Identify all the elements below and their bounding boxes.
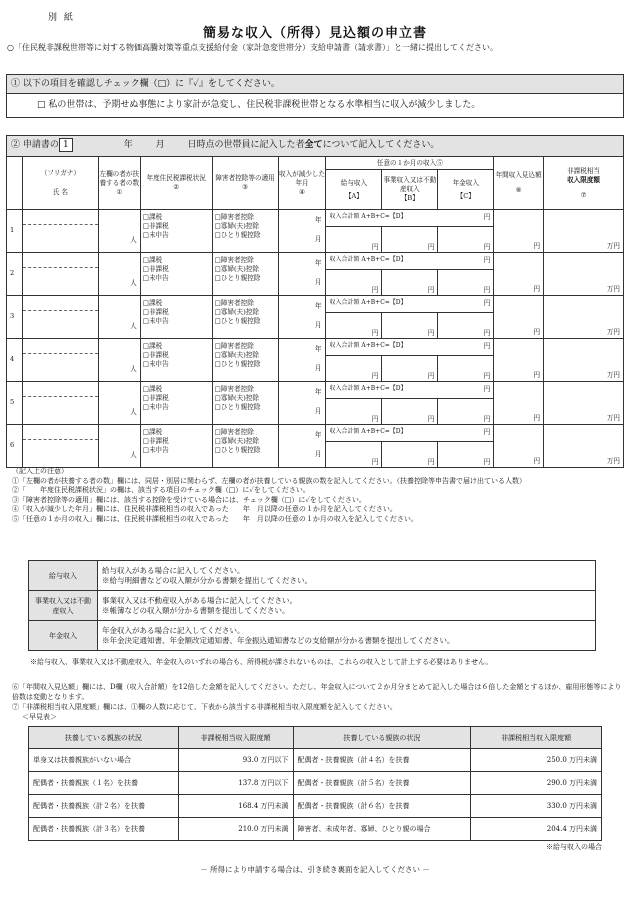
income-types-table <box>28 560 596 651</box>
header-dependents: 左欄の者が扶養する者の数 ① <box>98 157 140 210</box>
income-cell[interactable]: 収入合計額 A+B+C=【D】 円 円 円 円 <box>326 425 494 468</box>
income-type-label: 事業収入又は不動産収入 <box>29 591 98 621</box>
notes-title: （記入上の注意） <box>12 467 68 475</box>
row-number: 6 <box>7 425 23 468</box>
quick-status-cell: 配偶者・扶養親族（１名）を扶養 <box>29 772 179 795</box>
section1-checkbox[interactable]: □ 私の世帯は、予期せぬ事態により家計が急変し、住民税非課税世帯となる水準相当に収入が減少しました。 <box>6 93 624 118</box>
limit-cell[interactable]: 万円 <box>544 253 624 296</box>
quick-limit-cell: 168.4 万円未満 <box>178 795 293 818</box>
header-reduced: 収入が減少した年月 ④ <box>278 157 326 210</box>
tax-status-cell[interactable]: □課税 □非課税 □未申告 <box>140 382 212 425</box>
income-cell[interactable]: 収入合計額 A+B+C=【D】 円 円 円 円 <box>326 296 494 339</box>
reduced-date-cell[interactable]: 年 月 <box>278 425 326 468</box>
note-item: ②「 年度住民税課税状況」の欄は、該当する項目のチェック欄（□）に✓をしてください。 <box>12 486 310 495</box>
deduction-cell[interactable]: □障害者控除 □寡婦(夫)控除 □ひとり親控除 <box>212 425 278 468</box>
table-row <box>7 296 624 339</box>
quick-status-cell: 配偶者・扶養親族（計６名）を扶養 <box>293 795 471 818</box>
quick-table-row <box>29 749 602 772</box>
tax-status-cell[interactable]: □課税 □非課税 □未申告 <box>140 296 212 339</box>
dependents-cell[interactable]: 人 <box>98 296 140 339</box>
limit-cell[interactable]: 万円 <box>544 210 624 253</box>
deduction-cell[interactable]: □障害者控除 □寡婦(夫)控除 □ひとり親控除 <box>212 296 278 339</box>
annual-income-cell[interactable]: 円 <box>494 253 544 296</box>
dependents-cell[interactable]: 人 <box>98 210 140 253</box>
row-number: 3 <box>7 296 23 339</box>
deduction-cell[interactable]: □障害者控除 □寡婦(夫)控除 □ひとり親控除 <box>212 382 278 425</box>
tax-status-cell[interactable]: □課税 □非課税 □未申告 <box>140 253 212 296</box>
header-annual: 年間収入見込額 ⑥ <box>494 157 544 210</box>
after-note: ※給与収入、事業収入又は不動産収入、年金収入のいずれの場合も、所得税が課されないものは、これらの収入として計上する必要はありません。 <box>30 658 493 666</box>
income-type-label: 給与収入 <box>29 561 98 591</box>
quick-limit-cell: 290.0 万円未満 <box>471 772 602 795</box>
income-cell[interactable]: 収入合計額 A+B+C=【D】 円 円 円 円 <box>326 253 494 296</box>
table-row <box>7 339 624 382</box>
header-pension: 年金収入 【C】 <box>438 170 494 210</box>
quick-limit-cell: 204.4 万円未満 <box>471 818 602 841</box>
header-tax-status: 年度住民税課税状況 ② <box>140 157 212 210</box>
income-cell[interactable]: 収入合計額 A+B+C=【D】 円 円 円 円 <box>326 382 494 425</box>
income-type-desc: 給与収入がある場合に記入してください。 ※給与明細書などの収入額が分かる書類を提出してください。 <box>98 561 596 591</box>
quick-status-cell: 配偶者・扶養親族（計５名）を扶養 <box>293 772 471 795</box>
note-item: ⑥「年間収入見込額」欄には、D欄（収入合計額）を12倍した金額を記入してください。ただし、年金収入について２か月分まとめて記入した場合は６倍した金額とするほか、雇用形態等により倍数は変動となります。 <box>12 683 622 701</box>
quick-limit-cell: 330.0 万円未満 <box>471 795 602 818</box>
quick-header-status: 扶養している親族の状況 <box>293 727 471 749</box>
income-type-desc: 年金収入がある場合に記入してください。 ※年金決定通知書、年金額改定通知書、年金振込通知書などの支給額が分かる書類を提出してください。 <box>98 621 596 651</box>
section2-month: 月 <box>155 140 165 150</box>
section2-heading <box>6 135 624 157</box>
page-footer: － 所得により申請する場合は、引き続き裏面を記入してください － <box>200 865 430 874</box>
header-name: （フリガナ） 氏 名 <box>22 157 98 210</box>
section2-end: について記入してください。 <box>322 140 440 150</box>
row-number: 1 <box>7 210 23 253</box>
annual-income-cell[interactable]: 円 <box>494 296 544 339</box>
note-item: ⑦「非課税相当収入限度額」欄には、①欄の人数に応じて、下表から該当する非課税相当収入限度額を記入してください。 <box>12 703 397 711</box>
quick-limit-cell: 210.0 万円未満 <box>178 818 293 841</box>
name-cell[interactable] <box>22 210 98 253</box>
annex-label: 別 紙 <box>48 13 75 23</box>
page-title: 簡易な収入（所得）見込額の申立書 <box>202 26 427 41</box>
quick-table-row <box>29 772 602 795</box>
quick-status-cell: 配偶者・扶養親族（計３名）を扶養 <box>29 818 179 841</box>
note-item: ①「左欄の者が扶養する者の数」欄には、同居・別居に関わらず、左欄の者が扶養している親族の数を記入してください。（扶養控除等申告書で届け出ている人数） <box>12 476 526 485</box>
reduced-date-cell[interactable]: 年 月 <box>278 296 326 339</box>
note-item: ⑤「任意の１か月の収入」欄には、住民税非課税相当の収入であった 年 月以降の任意の１か月の収入を記入してください。 <box>12 514 418 523</box>
limit-cell[interactable]: 万円 <box>544 425 624 468</box>
row-number: 5 <box>7 382 23 425</box>
table-row <box>7 382 624 425</box>
annual-income-cell[interactable]: 円 <box>494 382 544 425</box>
quick-table-row <box>29 795 602 818</box>
note-item: ④「収入が減少した年月」欄には、住民税非課税相当の収入であった 年 月以降の任意の１か月を記入してください。 <box>12 505 397 514</box>
annual-income-cell[interactable]: 円 <box>494 425 544 468</box>
intro-text: ○「住民税非課税世帯等に対する物価高騰対策等重点支援給付金（家計急変世帯分）支給申請書（請求書）」と一緒に提出してください。 <box>7 43 498 52</box>
dependents-cell[interactable]: 人 <box>98 382 140 425</box>
dependents-cell[interactable]: 人 <box>98 253 140 296</box>
section2-number-box: 1 <box>59 138 73 152</box>
tax-status-cell[interactable]: □課税 □非課税 □未申告 <box>140 210 212 253</box>
tax-status-cell[interactable]: □課税 □非課税 □未申告 <box>140 425 212 468</box>
table-row <box>7 425 624 468</box>
name-cell[interactable] <box>22 382 98 425</box>
row-number: 2 <box>7 253 23 296</box>
reduced-date-cell[interactable]: 年 月 <box>278 210 326 253</box>
quick-status-cell: 配偶者・扶養親族（計４名）を扶養 <box>293 749 471 772</box>
quick-limit-cell: 137.8 万円以下 <box>178 772 293 795</box>
tax-status-cell[interactable]: □課税 □非課税 □未申告 <box>140 339 212 382</box>
header-business: 事業収入又は不動産収入 【B】 <box>382 170 438 210</box>
section2-year: 年 <box>123 140 133 150</box>
annual-income-cell[interactable]: 円 <box>494 339 544 382</box>
section2-prefix: ② 申請書の <box>11 140 59 150</box>
table-row <box>7 210 624 253</box>
deduction-cell[interactable]: □障害者控除 □寡婦(夫)控除 □ひとり親控除 <box>212 253 278 296</box>
limit-cell[interactable]: 万円 <box>544 296 624 339</box>
section2-bold: 全て <box>304 140 323 150</box>
quick-status-cell: 配偶者・扶養親族（計２名）を扶養 <box>29 795 179 818</box>
name-cell[interactable] <box>22 339 98 382</box>
quick-table-caption: ＜早見表＞ <box>22 713 57 721</box>
annual-income-cell[interactable]: 円 <box>494 210 544 253</box>
income-type-desc: 事業収入又は不動産収入がある場合に記入してください。 ※帳簿などの収入額が分かる書類を提出してください。 <box>98 591 596 621</box>
section2-suffix: 日時点の世帯員に記入した者 <box>187 140 305 150</box>
deduction-cell[interactable]: □障害者控除 □寡婦(夫)控除 □ひとり親控除 <box>212 339 278 382</box>
limit-cell[interactable]: 万円 <box>544 382 624 425</box>
quick-footnote: ※給与収入の場合 <box>546 843 602 851</box>
quick-table <box>28 726 602 841</box>
table-row <box>7 253 624 296</box>
note-item: ③「障害者控除等の適用」欄には、該当する控除を受けている場合には、チェック欄（□）に✓をしてください。 <box>12 495 366 504</box>
quick-header-status: 扶養している親族の状況 <box>29 727 179 749</box>
row-number: 4 <box>7 339 23 382</box>
notes-section <box>12 467 622 525</box>
name-cell[interactable] <box>22 296 98 339</box>
dependents-cell[interactable]: 人 <box>98 425 140 468</box>
dependents-cell[interactable]: 人 <box>98 339 140 382</box>
income-type-label: 年金収入 <box>29 621 98 651</box>
deduction-cell[interactable]: □障害者控除 □寡婦(夫)控除 □ひとり親控除 <box>212 210 278 253</box>
header-deduction: 障害者控除等の適用 ③ <box>212 157 278 210</box>
reduced-date-cell[interactable]: 年 月 <box>278 382 326 425</box>
household-table <box>6 156 624 468</box>
notes2-section <box>12 682 624 722</box>
reduced-date-cell[interactable]: 年 月 <box>278 339 326 382</box>
quick-header-limit: 非課税相当収入限度額 <box>471 727 602 749</box>
quick-table-row <box>29 818 602 841</box>
quick-status-cell: 単身又は扶養親族がいない場合 <box>29 749 179 772</box>
quick-header-limit: 非課税相当収入限度額 <box>178 727 293 749</box>
quick-limit-cell: 93.0 万円以下 <box>178 749 293 772</box>
reduced-date-cell[interactable]: 年 月 <box>278 253 326 296</box>
income-cell[interactable]: 収入合計額 A+B+C=【D】 円 円 円 円 <box>326 339 494 382</box>
name-cell[interactable] <box>22 253 98 296</box>
income-cell[interactable]: 収入合計額 A+B+C=【D】 円 円 円 円 <box>326 210 494 253</box>
quick-status-cell: 障害者、未成年者、寡婦、ひとり親の場合 <box>293 818 471 841</box>
header-blank <box>7 157 23 210</box>
section1-heading: ① 以下の項目を確認しチェック欄（□）に『✓』をしてください。 <box>6 74 624 94</box>
header-income-group: 任意の１か月の収入⑤ <box>326 157 494 170</box>
quick-limit-cell: 250.0 万円未満 <box>471 749 602 772</box>
limit-cell[interactable]: 万円 <box>544 339 624 382</box>
name-cell[interactable] <box>22 425 98 468</box>
header-salary: 給与収入 【A】 <box>326 170 382 210</box>
header-limit: 非課税相当 収入限度額 ⑦ <box>544 157 624 210</box>
